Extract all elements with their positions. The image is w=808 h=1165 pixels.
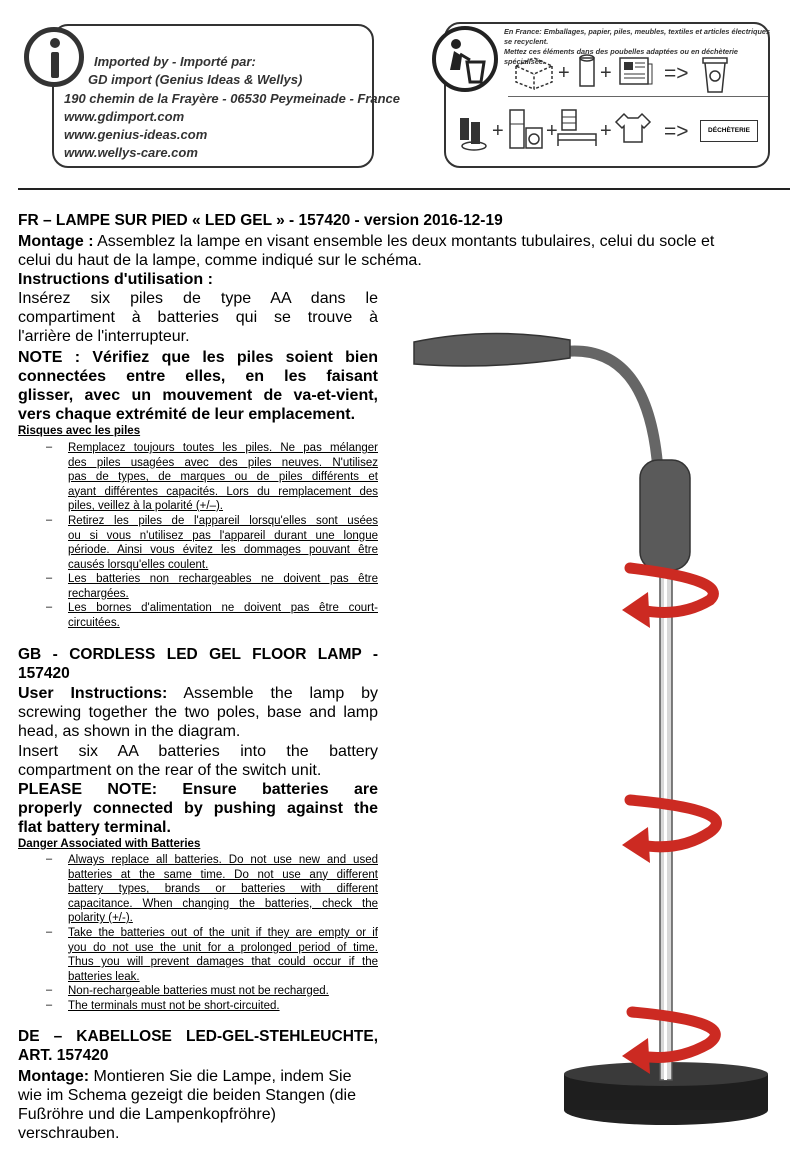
de-montage-line-1 (18, 1067, 351, 1086)
tshirt-icon (614, 110, 652, 146)
gb-bullet-2: – (46, 926, 53, 938)
gb-danger-1-line-2: batteries at the same time. Do not use any different (68, 868, 378, 881)
fr-instr-line-1: Insérez six piles de type AA dans le (18, 290, 378, 307)
fr-risk-3-line-2: rechargées. (68, 587, 129, 600)
fr-risk-4-line-2: circuitées. (68, 616, 120, 629)
recycling-note-line-1: En France: Emballages, papier, piles, meubles, textiles et articles électriques se recyclent. (504, 27, 771, 46)
recycling-divider (508, 96, 768, 97)
arrow-equals-2: => (664, 120, 689, 143)
recycling-note-line-2: Mettez ces éléments dans des poubelles adaptées ou en déchèterie spécialisée. (504, 47, 738, 66)
fr-risk-2-line-4: causés lorsqu'elles coulent. (68, 558, 209, 571)
gb-user-line-2: screwing together the two poles, base and lamp (18, 704, 378, 721)
importer-heading: Imported by - Importé par: (94, 54, 256, 69)
fr-risk-1-line-5: piles, veillez à la polarité (+/–). (68, 500, 224, 512)
header-divider (18, 188, 790, 190)
fr-note-line-1: NOTE : Vérifiez que les piles soient bien (18, 349, 378, 366)
gb-title-line-2: 157420 (18, 665, 70, 682)
gb-user-label: User Instructions: (18, 685, 168, 702)
gb-user-line-1 (18, 684, 378, 703)
decheterie-icon (700, 120, 758, 142)
fr-bullet-3: – (46, 572, 53, 584)
fr-montage-label: Montage : (18, 233, 94, 250)
paper-roll-icon (576, 54, 600, 90)
fr-note-line-2: connectées entre elles, en les faisant (18, 368, 378, 385)
recycling-bin-icon (700, 52, 730, 96)
de-montage-text-1: Montieren Sie die Lampe, indem Sie (89, 1068, 352, 1085)
fr-risk-2-line-3: période. Ainsi vous évitez les dommages pouvant être (68, 544, 378, 556)
gb-note-line-3: flat battery terminal. (18, 819, 171, 836)
fr-bullet-2: – (46, 514, 53, 526)
importer-website-1: www.gdimport.com (64, 109, 185, 124)
decheterie-label: DÉCHÈTERIE (708, 127, 750, 134)
gb-danger-3-line-1: Non-rechargeable batteries must not be recharged. (68, 985, 329, 997)
gb-note-line-2: properly connected by pushing against the (18, 800, 378, 817)
fr-risk-2-line-1: Retirez les piles de l'appareil lorsqu'elles sont usées (68, 515, 378, 527)
fr-note-line-4: vers chaque extrémité de leur emplacement. (18, 406, 356, 423)
gb-insert-line-2: compartment on the rear of the switch unit. (18, 762, 322, 779)
gb-danger-1-line-4: capacitance. When changing the batteries, check the (68, 897, 378, 910)
furniture-icon (556, 106, 600, 152)
gb-danger-4-line-1: The terminals must not be short-circuited. (68, 999, 280, 1012)
newspaper-icon (616, 54, 656, 90)
fr-risk-4-line-1: Les bornes d'alimentation ne doivent pas être court- (68, 602, 378, 614)
gb-danger-2-line-1: Take the batteries out of the unit if they are empty or if (68, 927, 378, 939)
fr-risk-1-line-3: pas de types, de marques ou de piles différents et (68, 471, 378, 483)
fr-montage-line-2: celui du haut de la lampe, comme indiqué sur le schéma. (18, 252, 422, 269)
plus-sign-4: + (546, 120, 558, 142)
plus-sign-5: + (600, 120, 612, 142)
fr-montage-line-1 (18, 232, 714, 251)
importer-company: GD import (Genius Ideas & Wellys) (88, 72, 303, 87)
gb-danger-1-line-1: Always replace all batteries. Do not use new and used (68, 854, 378, 866)
fr-risk-3-line-1: Les batteries non rechargeables ne doivent pas être (68, 573, 378, 585)
gb-bullet-1: – (46, 853, 53, 865)
gb-danger-2-line-3: Thus you will prevent damages that could occur if the (68, 956, 378, 968)
importer-website-3: www.wellys-care.com (64, 145, 198, 160)
appliances-icon (506, 106, 546, 152)
de-montage-line-2: wie im Schema gezeigt die beiden Stangen (die (18, 1087, 356, 1104)
de-montage-label: Montage: (18, 1068, 90, 1085)
fr-instr-line-3: l'arrière de l'interrupteur. (18, 328, 190, 345)
gb-danger-1-line-3: battery types, brands or batteries with different (68, 883, 378, 895)
fr-bullet-4: – (46, 601, 53, 613)
info-icon-bar (51, 52, 59, 78)
info-icon-dot (50, 38, 60, 48)
plus-sign-3: + (492, 120, 504, 142)
fr-bullet-1: – (46, 441, 53, 453)
gb-danger-2-line-2: you do not use the unit for a prolonged period of time. (68, 941, 378, 954)
fr-instructions-title: Instructions d'utilisation : (18, 271, 213, 288)
batteries-icon (456, 112, 492, 152)
fr-risk-2-line-2: ou si vous n'utilisez pas l'appareil durant une longue (68, 529, 378, 542)
gb-note-line-1: PLEASE NOTE: Ensure batteries are (18, 781, 378, 798)
fr-risk-1-line-2: des piles usagées avec des piles neuves. N'utilisez (68, 456, 378, 469)
plus-sign-2: + (600, 62, 612, 84)
gb-danger-1-line-5: polarity (+/-). (68, 912, 133, 924)
importer-website-2: www.genius-ideas.com (64, 127, 208, 142)
de-title-line-1: DE – KABELLOSE LED-GEL-STEHLEUCHTE, (18, 1028, 378, 1045)
de-title-line-2: ART. 157420 (18, 1047, 109, 1064)
fr-risk-1-line-1: Remplacez toujours toutes les piles. Ne pas mélanger (68, 442, 378, 454)
de-montage-line-3: Fußröhre und die Lampenkopfröhre) (18, 1106, 276, 1123)
fr-instr-line-2: compartiment à batteries qui se trouve à (18, 309, 378, 326)
recycle-person-icon (430, 24, 500, 94)
gb-bullet-4: – (46, 998, 53, 1011)
importer-address: 190 chemin de la Frayère - 06530 Peymeinade - France (64, 91, 401, 106)
arrow-equals-1: => (664, 62, 689, 85)
gb-user-text-1: Assemble the lamp by (167, 685, 378, 702)
fr-note-line-3: glisser, avec un mouvement de va-et-vient, (18, 387, 378, 404)
plus-sign-1: + (558, 62, 570, 84)
de-montage-line-4: verschrauben. (18, 1125, 120, 1142)
gb-title-line-1: GB - CORDLESS LED GEL FLOOR LAMP - (18, 646, 378, 663)
gb-danger-2-line-4: batteries leak. (68, 970, 140, 983)
fr-montage-text-1: Assemblez la lampe en visant ensemble les deux montants tubulaires, celui du socle et (93, 233, 715, 250)
gb-user-line-3: head, as shown in the diagram. (18, 723, 241, 740)
fr-title: FR – LAMPE SUR PIED « LED GEL » - 157420 - version 2016-12-19 (18, 212, 503, 229)
lamp-diagram (400, 300, 800, 1160)
gb-danger-title: Danger Associated with Batteries (18, 838, 201, 850)
fr-risk-1-line-4: ayant différentes capacités. Lors du remplacement des (68, 485, 378, 498)
package-box-icon (512, 54, 556, 90)
fr-risks-title: Risques avec les piles (18, 425, 141, 437)
gb-bullet-3: – (46, 984, 53, 996)
gb-insert-line-1: Insert six AA batteries into the battery (18, 743, 378, 760)
